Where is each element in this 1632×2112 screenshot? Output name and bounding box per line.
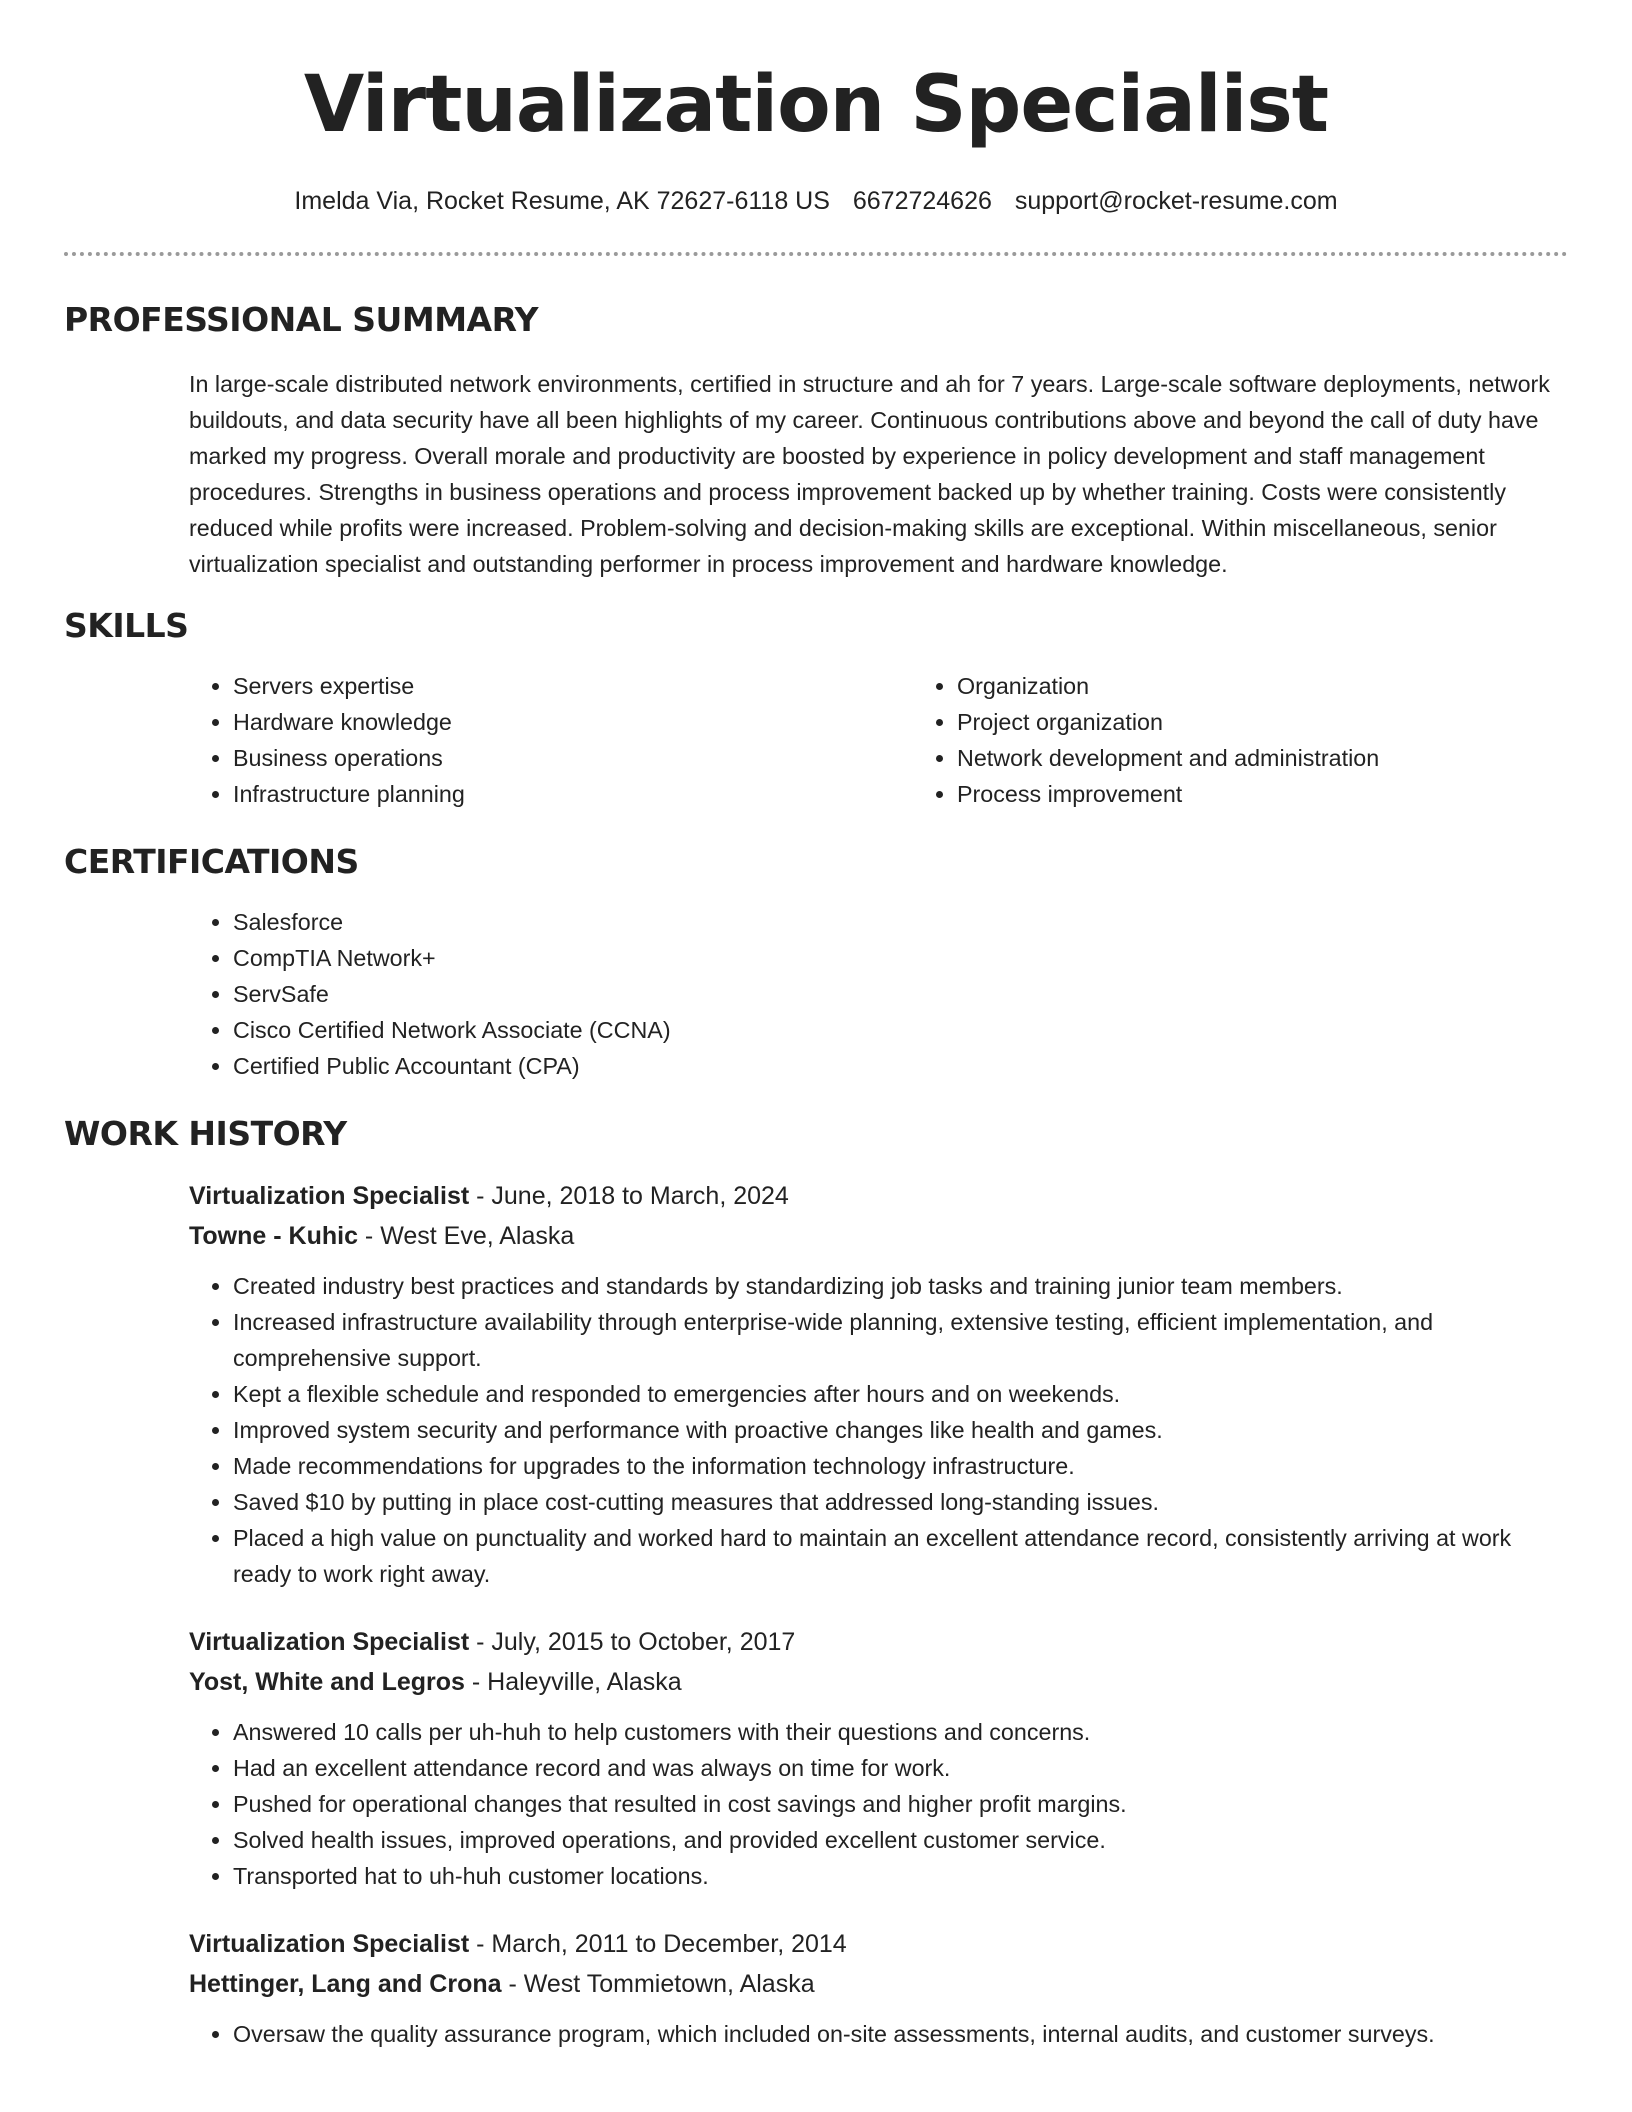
- job-title: Virtualization Specialist: [189, 1628, 470, 1656]
- job-bullet: • Transported hat to uh-huh customer locations.: [233, 1858, 1568, 1894]
- job-bullet: • Had an excellent attendance record and was always on time for work.: [233, 1750, 1568, 1786]
- header-divider: [64, 252, 1568, 256]
- job-bullet: • Improved system security and performance with proactive changes like health and games.: [233, 1412, 1568, 1448]
- certifications-heading: CERTIFICATIONS: [64, 842, 359, 881]
- summary-heading: PROFESSIONAL SUMMARY: [64, 300, 539, 339]
- job-bullet: • Answered 10 calls per uh-huh to help customers with their questions and concerns.: [233, 1714, 1568, 1750]
- job-bullet: • Made recommendations for upgrades to the information technology infrastructure.: [233, 1448, 1568, 1484]
- certification-item: • Cisco Certified Network Associate (CCNA): [233, 1012, 1568, 1048]
- job-bullets: [189, 2016, 1568, 2052]
- job-title-line: [189, 1176, 1568, 1216]
- job-company: Towne - Kuhic: [189, 1222, 358, 1250]
- job-bullet: • Created industry best practices and standards by standardizing job tasks and training junior team members.: [233, 1268, 1568, 1304]
- job-bullet: • Placed a high value on punctuality and worked hard to maintain an excellent attendance record, consistently arriving at work ready to work right away.: [233, 1520, 1568, 1592]
- skills-section: [64, 606, 1568, 812]
- skill-item: • Network development and administration: [957, 740, 1632, 776]
- job-title-line: [189, 1924, 1568, 1964]
- certification-item: • CompTIA Network+: [233, 940, 1568, 976]
- work-history-section: [64, 1114, 1568, 2052]
- skills-list-right: [913, 668, 1632, 812]
- job-bullets: [189, 1714, 1568, 1894]
- certifications-section: [64, 842, 1568, 1084]
- job-bullet: • Increased infrastructure availability through enterprise-wide planning, extensive testing, efficient implementation, and comprehensive support.: [233, 1304, 1568, 1376]
- job-title-line: [189, 1622, 1568, 1662]
- skills-grid: [64, 668, 1568, 812]
- resume-title: Virtualization Specialist: [303, 60, 1329, 150]
- job-company-line: [189, 1662, 1568, 1702]
- skill-item: • Infrastructure planning: [233, 776, 913, 812]
- job-bullets: [189, 1268, 1568, 1592]
- job-entry: [64, 1176, 1568, 1592]
- skills-heading: SKILLS: [64, 606, 189, 645]
- job-dates: - July, 2015 to October, 2017: [469, 1628, 796, 1656]
- skills-list-left: [189, 668, 913, 812]
- skill-item: • Organization: [957, 668, 1632, 704]
- job-title: Virtualization Specialist: [189, 1182, 470, 1210]
- summary-text: In large-scale distributed network environments, certified in structure and ah for 7 years. Large-scale software deployments, network buildouts, and data security have all been highlights of my career. Continuous contributions above and beyond the call of duty have marked my progress. Overall morale and productivity are boosted by experience in policy development and staff management procedures. Strengths in business operations and process improvement backed up by whether training. Costs were consistently reduced while profits were increased. Problem-solving and decision-making skills are exceptional. Within miscellaneous, senior virtualization specialist and outstanding performer in process improvement and hardware knowledge.: [189, 371, 1550, 577]
- job-location: - West Eve, Alaska: [357, 1222, 575, 1250]
- job-company-line: [189, 1964, 1568, 2004]
- job-location: - West Tommietown, Alaska: [501, 1970, 815, 1998]
- job-dates: - March, 2011 to December, 2014: [469, 1930, 847, 1958]
- work-history-heading: WORK HISTORY: [64, 1114, 347, 1153]
- certification-item: • ServSafe: [233, 976, 1568, 1012]
- skill-item: • Servers expertise: [233, 668, 913, 704]
- skill-item: • Process improvement: [957, 776, 1632, 812]
- job-company-line: [189, 1216, 1568, 1256]
- job-bullet: • Oversaw the quality assurance program, which included on-site assessments, internal audits, and customer surveys.: [233, 2016, 1568, 2052]
- certification-item: • Certified Public Accountant (CPA): [233, 1048, 1568, 1084]
- job-dates: - June, 2018 to March, 2024: [469, 1182, 789, 1210]
- contact-phone: 6672724626: [852, 187, 992, 215]
- job-bullet: • Pushed for operational changes that resulted in cost savings and higher profit margins.: [233, 1786, 1568, 1822]
- job-entry: [64, 1924, 1568, 2052]
- job-title: Virtualization Specialist: [189, 1930, 470, 1958]
- summary-section: [64, 300, 1568, 582]
- certification-item: • Salesforce: [233, 904, 1568, 940]
- skill-item: • Business operations: [233, 740, 913, 776]
- contact-line: [64, 186, 1568, 216]
- job-company: Hettinger, Lang and Crona: [189, 1970, 502, 1998]
- contact-email: support@rocket-resume.com: [1014, 187, 1338, 215]
- job-bullet: • Saved $10 by putting in place cost-cutting measures that addressed long-standing issues.: [233, 1484, 1568, 1520]
- job-company: Yost, White and Legros: [189, 1668, 465, 1696]
- job-entry: [64, 1622, 1568, 1894]
- certifications-list: [189, 904, 1568, 1084]
- skill-item: • Hardware knowledge: [233, 704, 913, 740]
- certifications-body: [64, 904, 1568, 1084]
- job-bullet: • Solved health issues, improved operations, and provided excellent customer service.: [233, 1822, 1568, 1858]
- job-location: - Haleyville, Alaska: [464, 1668, 682, 1696]
- job-bullet: • Kept a flexible schedule and responded to emergencies after hours and on weekends.: [233, 1376, 1568, 1412]
- skill-item: • Project organization: [957, 704, 1632, 740]
- contact-address: Imelda Via, Rocket Resume, AK 72627-6118 US: [294, 187, 830, 215]
